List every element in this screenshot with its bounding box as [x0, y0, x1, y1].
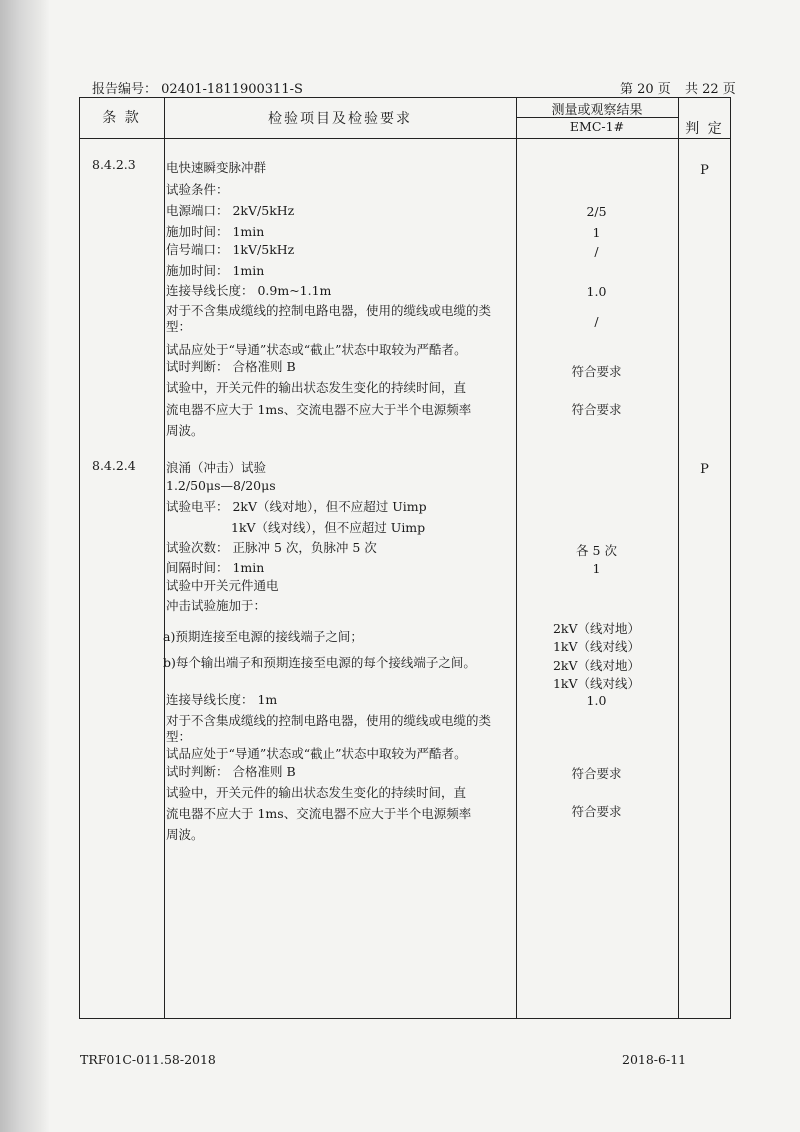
test-line: 周波。 [166, 423, 204, 438]
header-sample: EMC-1# [569, 119, 625, 134]
column-divider [164, 98, 165, 1018]
test-line: 试验条件： [166, 182, 229, 197]
test-line: 型： [166, 729, 192, 744]
test-line: 信号端口： 1kV/5kHz [166, 242, 295, 257]
verdict: P [700, 462, 709, 477]
page-total: 共 22 页 [684, 82, 736, 97]
binding-shadow [0, 0, 50, 1132]
test-line: 电快速瞬变脉冲群 [166, 160, 267, 175]
result-value: 1kV（线对线） [552, 676, 641, 691]
result-value: 各 5 次 [576, 543, 617, 558]
result-value: 符合要求 [571, 766, 622, 781]
result-value: 1 [592, 225, 601, 240]
test-line: 流电器不应大于 1ms、交流电器不应大于半个电源频率 [166, 806, 472, 821]
result-value: 1.0 [586, 693, 607, 708]
result-value: / [594, 244, 599, 259]
test-line: 连接导线长度： 0.9m~1.1m [166, 283, 332, 298]
test-line: 周波。 [166, 827, 204, 842]
test-line: 试品应处于“导通”状态或“截止”状态中取较为严酷者。 [166, 746, 467, 761]
header-item: 检验项目及检验要求 [268, 111, 412, 127]
result-value: 1 [592, 561, 601, 576]
test-line: a)预期连接至电源的接线端子之间； [163, 629, 363, 644]
header-result: 测量或观察结果 [551, 103, 643, 118]
result-value: 2/5 [586, 204, 607, 219]
result-value: 符合要求 [571, 804, 622, 819]
test-line: 1.2/50μs—8/20μs [166, 478, 276, 493]
test-line: 浪涌（冲击）试验 [166, 460, 267, 475]
result-value: 2kV（线对地） [552, 658, 641, 673]
test-line: 施加时间： 1min [166, 224, 265, 239]
test-line: 流电器不应大于 1ms、交流电器不应大于半个电源频率 [166, 402, 472, 417]
test-line: 试品应处于“导通”状态或“截止”状态中取较为严酷者。 [166, 342, 467, 357]
page-indicator [618, 78, 736, 97]
header-verdict: 判 定 [685, 121, 724, 137]
test-line: 试验中开关元件通电 [166, 578, 279, 593]
result-value: 符合要求 [571, 364, 622, 379]
test-line: 试时判断： 合格准则 B [166, 764, 296, 779]
test-line: 间隔时间： 1min [166, 560, 265, 575]
result-value: / [594, 314, 599, 329]
result-value: 1kV（线对线） [552, 639, 641, 654]
test-line: 对于不含集成缆线的控制电路电器，使用的缆线或电缆的类 [166, 713, 492, 728]
test-line: 1kV（线对线），但不应超过 Uimp [231, 520, 426, 535]
issue-date: 2018-6-11 [622, 1052, 687, 1067]
test-line: b)每个输出端子和预期连接至电源的每个接线端子之间。 [163, 655, 476, 670]
form-number: TRF01C-011.58-2018 [80, 1052, 216, 1067]
test-line: 试验中，开关元件的输出状态发生变化的持续时间，直 [166, 785, 467, 800]
result-value: 1.0 [586, 284, 607, 299]
result-value: 符合要求 [571, 402, 622, 417]
result-value: 2kV（线对地） [552, 621, 641, 636]
test-line: 冲击试验施加于： [166, 598, 267, 613]
test-line: 试验次数： 正脉冲 5 次，负脉冲 5 次 [166, 540, 377, 555]
report-number: 报告编号： 02401-1811900311-S [92, 82, 303, 97]
test-line: 型： [166, 319, 192, 334]
test-line: 电源端口： 2kV/5kHz [166, 203, 295, 218]
test-line: 施加时间： 1min [166, 263, 265, 278]
test-line: 连接导线长度： 1m [166, 692, 278, 707]
clause-number: 8.4.2.3 [92, 157, 136, 172]
test-line: 对于不含集成缆线的控制电路电器，使用的缆线或电缆的类 [166, 303, 492, 318]
verdict: P [700, 163, 709, 178]
test-line: 试验中，开关元件的输出状态发生变化的持续时间，直 [166, 380, 467, 395]
test-line: 试时判断： 合格准则 B [166, 359, 296, 374]
clause-number: 8.4.2.4 [92, 458, 136, 473]
page-number: 第 20 页 [620, 82, 671, 97]
header-clause: 条 款 [102, 110, 141, 126]
column-divider [678, 98, 679, 1018]
test-line: 试验电平： 2kV（线对地），但不应超过 Uimp [166, 499, 427, 514]
header-divider [80, 138, 730, 139]
